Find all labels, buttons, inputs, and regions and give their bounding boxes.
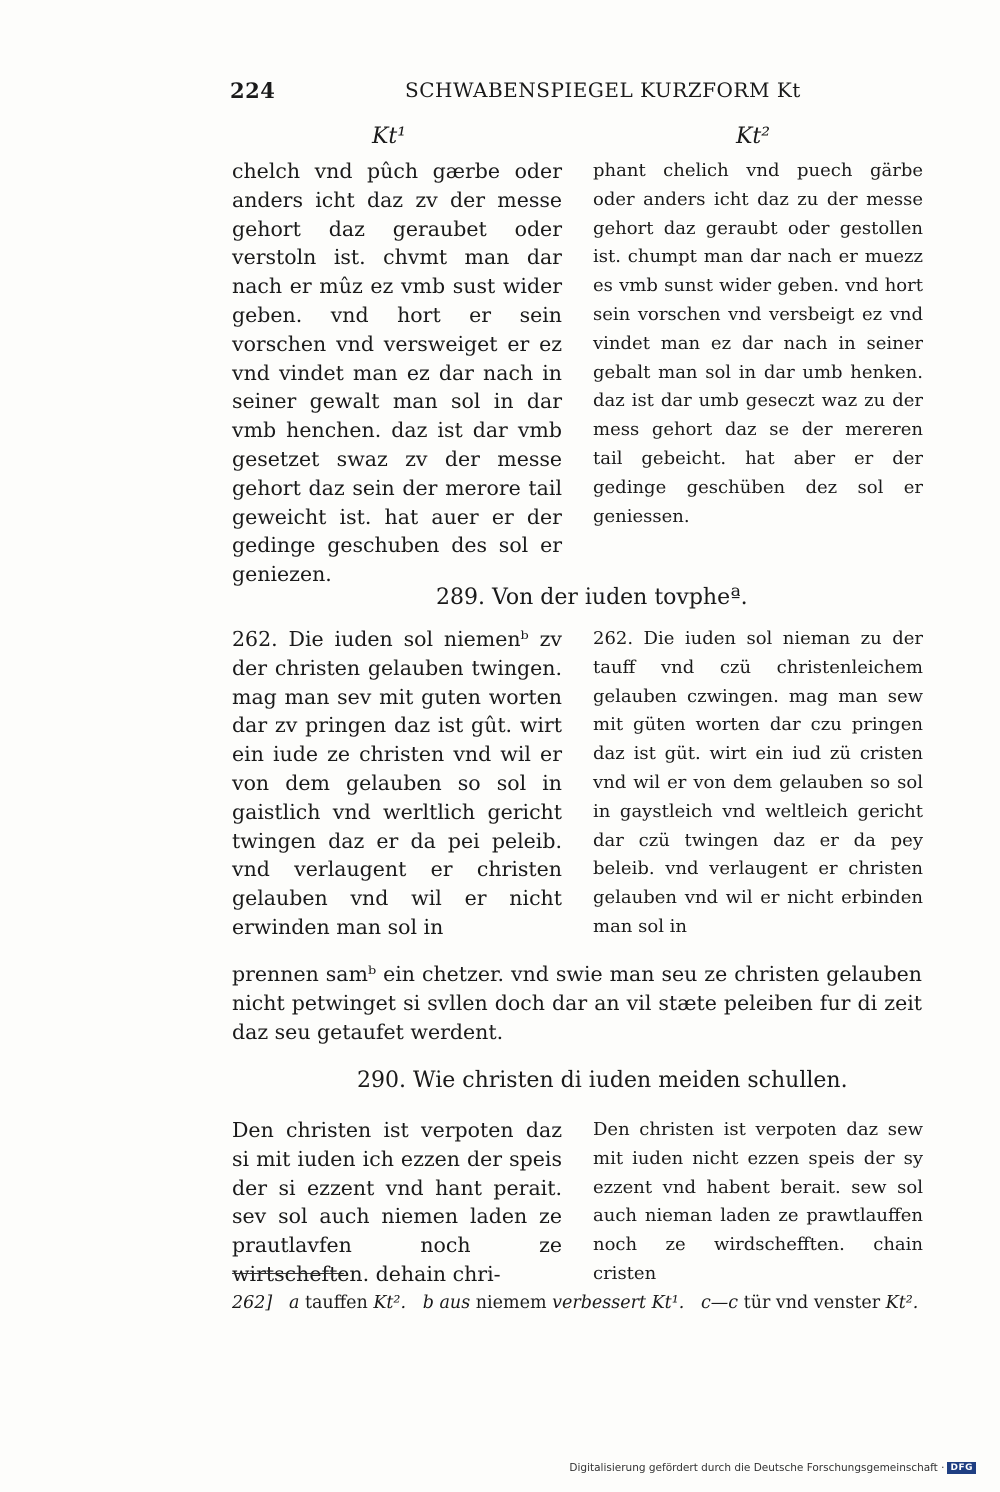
footnote-a-siglum: Kt².: [373, 1293, 407, 1313]
footnote-b-siglum: Kt¹.: [651, 1293, 685, 1313]
footnote-b-aus: aus: [439, 1293, 471, 1313]
footnote-b-verb: verbessert: [552, 1293, 647, 1313]
running-title: SCHWABENSPIEGEL KURZFORM Kt: [405, 78, 801, 102]
footnote-ref: 262]: [232, 1293, 273, 1313]
text-block-right-290: Den christen ist verpoten daz sew mit iuden nicht ezzen speis der sy ezzent vnd habent berait. sew sol auch nieman laden ze prawtlauffen noch ze wirdschefften. chain cristen: [593, 1119, 923, 1284]
footnote-c-text: tür vnd venster: [743, 1293, 881, 1313]
footnote-a-letter: a: [288, 1293, 300, 1313]
section-heading-289: 289. Von der iuden tovpheª.: [436, 585, 748, 610]
digitization-credit: [569, 1462, 976, 1474]
running-header: [230, 78, 922, 114]
credit-text: Digitalisierung gefördert durch die Deutsche Forschungsgemeinschaft ·: [569, 1462, 945, 1474]
footnote-c-siglum: Kt².: [885, 1293, 919, 1313]
section-heading-290: 290. Wie christen di iuden meiden schullen.: [357, 1068, 848, 1093]
text-block-left-290: Den christen ist verpoten daz si mit iuden ich ezzen der speis der si ezzent vnd hant perait. sev sol auch niemen laden ze prautlavfen noch ze wirtscheften. dehain chri-: [232, 1118, 562, 1286]
text-block-left-top: chelch vnd pûch gærbe oder anders icht daz zv der messe gehort daz geraubet oder verstoln ist. chvmt man dar nach er mûz ez vmb sust wider geben. vnd hort er sein vorschen vnd versweiget er ez vnd vindet man ez dar nach in seiner gewalt man sol in dar vmb henchen. daz ist dar vmb gesetzet swaz zv der messe gehort daz sein der merore tail geweicht ist. hat auer er der gedinge geschuben des sol er geniezen.: [232, 159, 562, 587]
text-block-right-289: 262. Die iuden sol nieman zu der tauff vnd czü christenleichem gelauben czwingen. mag man sew mit güten worten dar czu pringen daz ist güt. wirt ein iud zü cristen vnd wil er von dem gelauben so sol in gaystleich vnd weltleich gericht dar czü twingen daz er da pey beleib. vnd verlaugent er christen gelauben vnd wil er nicht erbinden man sol in: [593, 628, 923, 937]
text-block-left-289: 262. Die iuden sol niemenᵇ zv der christen gelauben twingen. mag man sev mit guten worten dar zv pringen daz ist gût. wirt ein iude ze christen vnd wil er von dem gelauben so sol in gaistlich vnd werltlich gericht twingen daz er da pei peleib. vnd verlaugent er christen gelauben vnd wil er nicht erwinden man sol in: [232, 627, 562, 939]
column-heading-left: Kt¹: [372, 124, 407, 149]
footnote-a-text: tauffen: [304, 1293, 368, 1313]
footnote-b-letter: b: [422, 1293, 434, 1313]
footnote-c-range: c—c: [700, 1293, 739, 1313]
footnote: [232, 1293, 922, 1313]
text-block-right-top: phant chelich vnd puech gärbe oder anders icht daz zu der messe gehort daz geraubt oder gestollen ist. chumpt man dar nach er muezz es vmb sunst wider geben. vnd hort sein vorschen vnd versbeigt ez vnd vindet man ez dar nach in seiner gebalt man sol in dar umb henken. daz ist dar umb geseczt waz zu der mess gehort daz se der mereren tail gebeicht. hat aber er der gedinge geschüben dez sol er geniessen.: [593, 160, 923, 527]
footnote-b-word: niemem: [475, 1293, 547, 1313]
text-block-full-289: prennen samᵇ ein chetzer. vnd swie man seu ze christen gelauben nicht petwinget si svllen doch dar an vil stæte peleiben fur di zeit daz seu getaufet werdent.: [232, 962, 922, 1044]
footnote-divider: [232, 1273, 344, 1274]
column-heading-right: Kt²: [736, 124, 771, 149]
dfg-logo: DFG: [947, 1462, 976, 1474]
page-number: 224: [230, 78, 276, 103]
